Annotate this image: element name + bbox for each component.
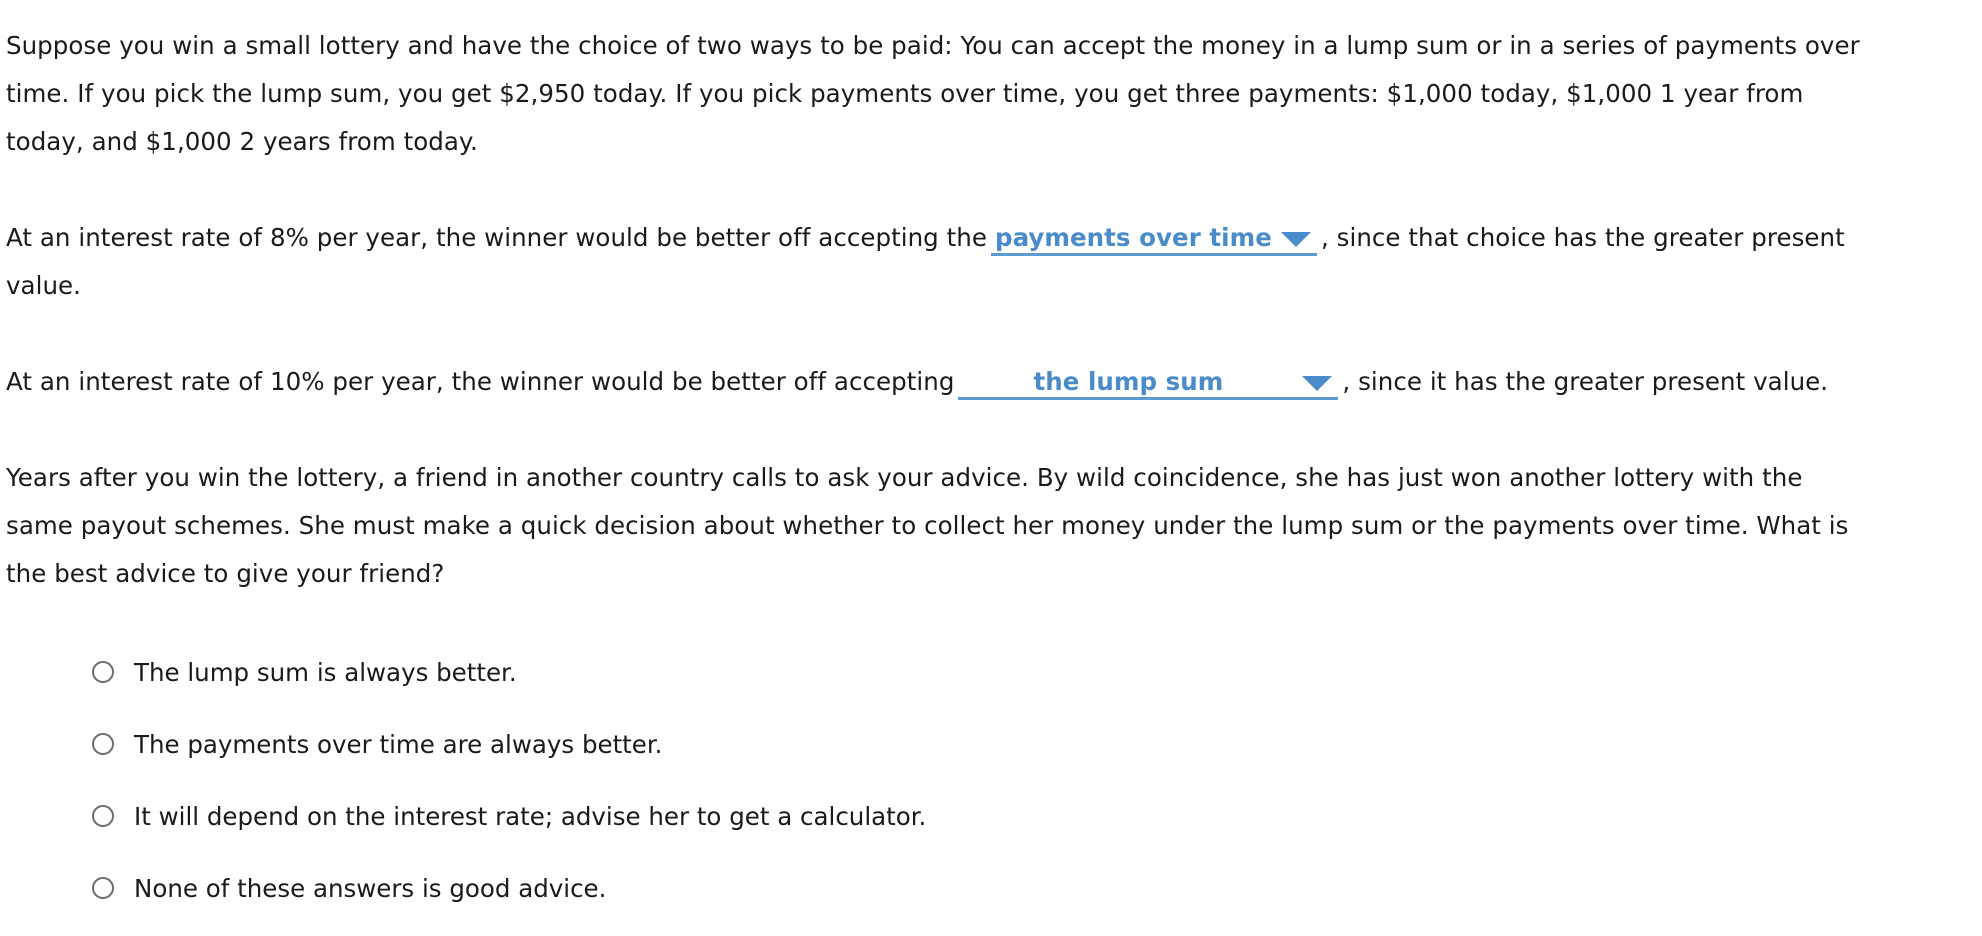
- question-1-text-after: , since that choice has the greater present value.: [6, 223, 1845, 300]
- answer-option-label: The lump sum is always better.: [134, 657, 517, 687]
- radio-button[interactable]: [92, 805, 114, 827]
- answer-option-none[interactable]: [86, 852, 926, 924]
- radio-button[interactable]: [92, 661, 114, 683]
- answer-option-label: None of these answers is good advice.: [134, 873, 607, 903]
- question-1: [6, 214, 1876, 310]
- question-2-text-before: At an interest rate of 10% per year, the winner would be better off accepting: [6, 367, 955, 396]
- chevron-down-icon: [1281, 232, 1311, 247]
- answer-option-depends[interactable]: [86, 780, 926, 852]
- intro-paragraph: Suppose you win a small lottery and have the choice of two ways to be paid: You can accept the money in a lump sum or in a series of payments over time. If you pick the lump sum, you get $2,950 today. If you pick payments over time, you get three payments: $1,000 today, $1,000 1 year from today, and $1,000 2 years from today.: [6, 31, 1860, 156]
- answer-option-payments[interactable]: [86, 708, 926, 780]
- question-2-text-after: , since it has the greater present value.: [1342, 367, 1829, 396]
- radio-button[interactable]: [92, 733, 114, 755]
- question-3: Years after you win the lottery, a friend in another country calls to ask your advice. By wild coincidence, she has just won another lottery with the same payout schemes. She must make a quick decision about whether to collect her money under the lump sum or the payments over time. What is the best advice to give your friend?: [6, 463, 1849, 588]
- answer-option-lump-sum[interactable]: [86, 636, 926, 708]
- answer-options: [86, 636, 926, 924]
- answer-option-label: It will depend on the interest rate; advise her to get a calculator.: [134, 801, 927, 831]
- question-1-text-before: At an interest rate of 8% per year, the winner would be better off accepting the: [6, 223, 987, 252]
- question-1-dropdown-value: payments over time: [994, 223, 1272, 252]
- question-1-dropdown[interactable]: [991, 223, 1317, 256]
- question-2-dropdown-value: the lump sum: [1033, 367, 1224, 396]
- chevron-down-icon: [1302, 376, 1332, 391]
- radio-button[interactable]: [92, 877, 114, 899]
- question-2: [6, 358, 1906, 406]
- answer-option-label: The payments over time are always better.: [134, 729, 663, 759]
- question-2-dropdown[interactable]: [958, 367, 1338, 400]
